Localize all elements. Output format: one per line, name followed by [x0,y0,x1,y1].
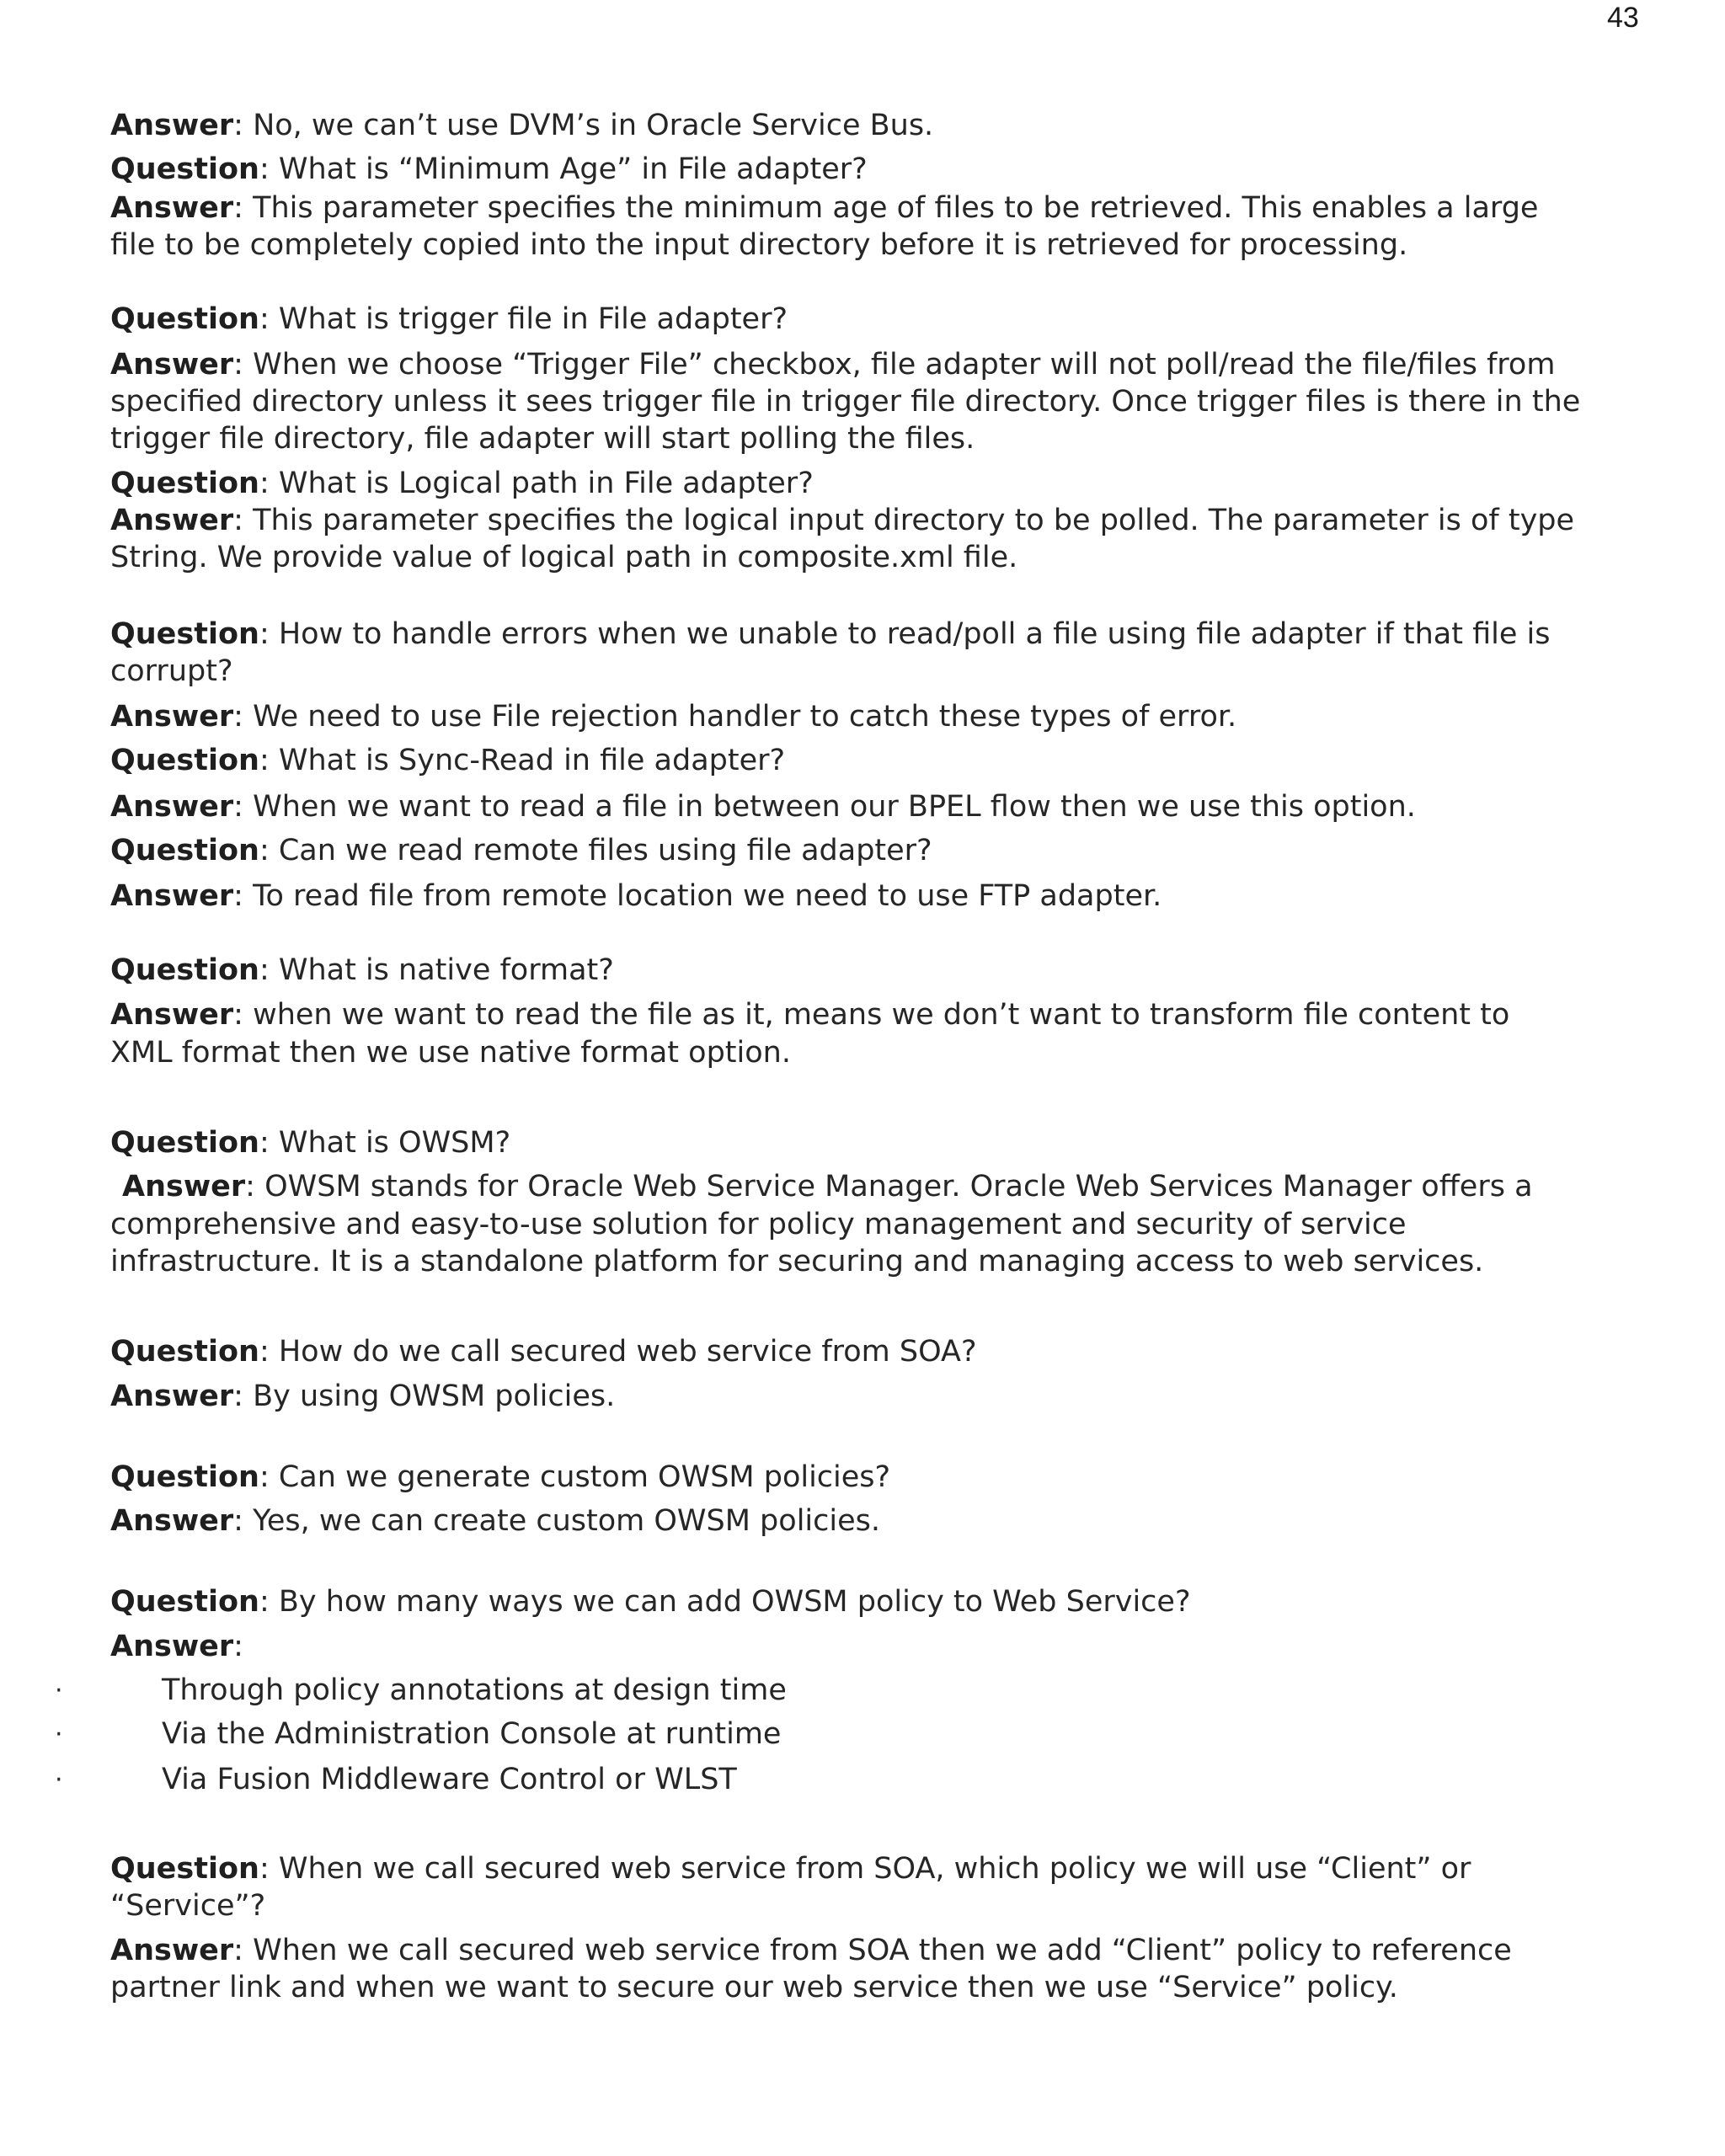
page-number: 43 [1607,2,1639,34]
bullet-item-text: Through policy annotations at design time [162,1673,787,1707]
question-line [110,1125,1652,1161]
question-text: : How do we call secured web service from SOA? [259,1335,977,1369]
question-line [110,152,1652,188]
text-line [110,1970,1652,2006]
text-text: XML format then we use native format option. [110,1036,791,1070]
text-text: file to be completely copied into the input directory before it is retrieved for processing. [110,228,1408,262]
answer-text: : No, we can’t use DVM’s in Oracle Service Bus. [233,109,934,142]
question-label: Question [110,1126,259,1160]
answer-line [122,1169,1664,1205]
answer-label: Answer [110,1630,234,1663]
text-line [110,1207,1652,1243]
text-line [110,654,1652,690]
text-line [110,540,1652,576]
question-label: Question [110,744,259,777]
question-text: : How to handle errors when we unable to read/poll a file using file adapter if that file is [259,617,1551,651]
question-label: Question [110,1585,259,1619]
answer-text: : OWSM stands for Oracle Web Service Manager. Oracle Web Services Manager offers a [245,1170,1533,1203]
answer-text: : When we choose “Trigger File” checkbox, file adapter will not poll/read the file/files from [233,348,1556,382]
answer-line [110,997,1652,1033]
question-label: Question [110,617,259,651]
text-text: comprehensive and easy-to-use solution for policy management and security of service [110,1208,1407,1241]
answer-text: : By using OWSM policies. [233,1380,616,1413]
text-text: specified directory unless it sees trigger file in trigger file directory. Once trigger files is there in the [110,385,1581,419]
answer-label: Answer [110,790,234,824]
question-line [110,616,1652,653]
answer-line [110,1503,1652,1540]
answer-line [110,1629,1652,1665]
answer-text: : This parameter specifies the minimum age of files to be retrieved. This enables a large [233,191,1539,225]
question-text: : What is native format? [259,953,614,987]
question-line [110,1851,1652,1887]
question-label: Question [110,1460,259,1494]
question-label: Question [110,1335,259,1369]
answer-text: : when we want to read the file as it, means we don’t want to transform file content to [233,998,1510,1032]
text-text: String. We provide value of logical path in composite.xml file. [110,541,1018,574]
question-text: : What is trigger file in File adapter? [259,302,788,336]
answer-line [110,1933,1652,1969]
question-line [110,833,1652,869]
question-label: Question [110,302,259,336]
question-line [110,1334,1652,1370]
text-line [110,384,1652,420]
answer-line [110,878,1652,915]
answer-label: Answer [110,504,234,537]
question-line [110,1460,1652,1496]
answer-line [110,789,1652,825]
bullet-icon: · [55,1720,63,1749]
question-text: : What is Sync-Read in file adapter? [259,744,786,777]
question-text: : By how many ways we can add OWSM policy to Web Service? [259,1585,1191,1619]
text-line [110,1888,1652,1924]
text-line [110,421,1652,457]
answer-line [110,1379,1652,1415]
answer-text: : To read file from remote location we need to use FTP adapter. [233,879,1162,913]
answer-line [110,108,1652,144]
text-line [110,227,1652,264]
bullet-icon: · [55,1676,63,1705]
text-text: “Service”? [110,1889,266,1923]
answer-line [110,699,1652,735]
answer-label: Answer [110,998,234,1032]
answer-label: Answer [110,191,234,225]
answer-line [110,190,1652,227]
answer-label: Answer [122,1170,246,1203]
question-text: : What is “Minimum Age” in File adapter? [259,152,868,186]
answer-label: Answer [110,348,234,382]
answer-label: Answer [110,1380,234,1413]
text-text: partner link and when we want to secure our web service then we use “Service” policy. [110,1971,1398,2004]
answer-text: : [233,1630,243,1663]
text-line [110,1244,1652,1280]
answer-line [110,347,1652,383]
text-line [110,1035,1652,1071]
question-line [110,743,1652,779]
question-line [110,953,1652,989]
question-text: : When we call secured web service from SOA, which policy we will use “Client” or [259,1852,1471,1886]
question-label: Question [110,152,259,186]
answer-label: Answer [110,1934,234,1967]
question-text: : What is OWSM? [259,1126,511,1160]
question-text: : Can we read remote files using file adapter? [259,834,932,867]
question-line [110,1584,1652,1620]
answer-text: : Yes, we can create custom OWSM policies. [233,1504,881,1538]
answer-label: Answer [110,879,234,913]
answer-text: : We need to use File rejection handler to catch these types of error. [233,700,1237,734]
bullet-icon: · [55,1765,63,1795]
question-label: Question [110,1852,259,1886]
question-label: Question [110,467,259,500]
text-text: infrastructure. It is a standalone platform for securing and managing access to web services. [110,1245,1484,1278]
question-line [110,302,1652,338]
answer-text: : When we call secured web service from SOA then we add “Client” policy to reference [233,1934,1512,1967]
question-label: Question [110,834,259,867]
question-text: : What is Logical path in File adapter? [259,467,814,500]
answer-label: Answer [110,109,234,142]
answer-text: : This parameter specifies the logical input directory to be polled. The parameter is of type [233,504,1575,537]
answer-text: : When we want to read a file in between our BPEL flow then we use this option. [233,790,1416,824]
question-line [110,466,1652,502]
bullet-item-text: Via the Administration Console at runtime [162,1717,782,1751]
text-text: corrupt? [110,654,233,688]
answer-label: Answer [110,700,234,734]
answer-line [110,503,1652,539]
text-text: trigger file directory, file adapter will start polling the files. [110,422,975,456]
bullet-item-text: Via Fusion Middleware Control or WLST [162,1763,737,1796]
question-label: Question [110,953,259,987]
question-text: : Can we generate custom OWSM policies? [259,1460,891,1494]
answer-label: Answer [110,1504,234,1538]
